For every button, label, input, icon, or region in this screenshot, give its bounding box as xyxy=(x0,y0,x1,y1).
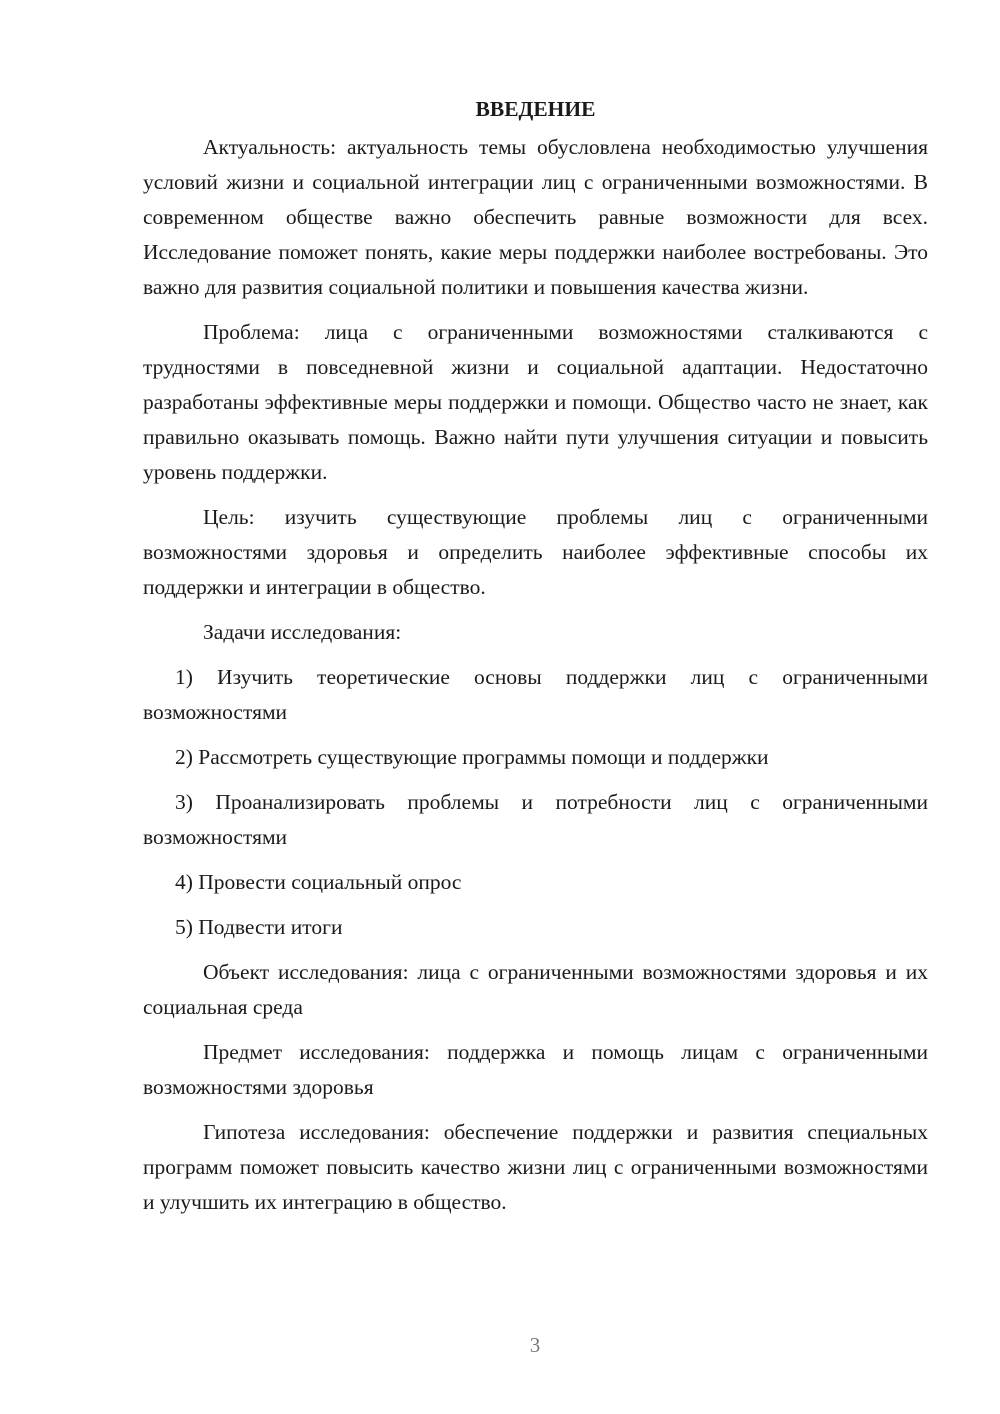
list-item: 3) Проанализировать проблемы и потребности лиц с ограниченными возможностями xyxy=(143,790,928,849)
tasks-list xyxy=(143,660,928,945)
goal-paragraph: Цель: изучить существующие проблемы лиц с ограниченными возможностями здоровья и определить наиболее эффективные способы их поддержки и интеграции в общество. xyxy=(143,505,928,599)
list-item: 5) Подвести итоги xyxy=(175,915,343,939)
tasks-heading: Задачи исследования: xyxy=(203,620,402,644)
page-number: 3 xyxy=(529,1333,541,1357)
problem-paragraph: Проблема: лица с ограниченными возможностями сталкиваются с трудностями в повседневной жизни и социальной адаптации. Недостаточно разработаны эффективные меры поддержки и помощи. Общество часто не знает, как правильно оказывать помощь. Важно найти пути улучшения ситуации и повысить уровень поддержки. xyxy=(143,320,928,484)
page-title: ВВЕДЕНИЕ xyxy=(475,97,596,121)
list-item: 1) Изучить теоретические основы поддержки лиц с ограниченными возможностями xyxy=(143,665,928,724)
list-item: 2) Рассмотреть существующие программы помощи и поддержки xyxy=(175,745,769,769)
list-item: 4) Провести социальный опрос xyxy=(175,870,462,894)
hypothesis-paragraph: Гипотеза исследования: обеспечение поддержки и развития специальных программ поможет повысить качество жизни лиц с ограниченными возможностями и улучшить их интеграцию в общество. xyxy=(143,1120,928,1214)
object-paragraph: Объект исследования: лица с ограниченными возможностями здоровья и их социальная среда xyxy=(143,960,928,1019)
subject-paragraph: Предмет исследования: поддержка и помощь лицам с ограниченными возможностями здоровья xyxy=(143,1040,928,1099)
relevance-paragraph: Актуальность: актуальность темы обусловлена необходимостью улучшения условий жизни и социальной интеграции лиц с ограниченными возможностями. В современном обществе важно обеспечить равные возможности для всех. Исследование поможет понять, какие меры поддержки наиболее востребованы. Это важно для развития социальной политики и повышения качества жизни. xyxy=(143,135,928,299)
document-page xyxy=(143,92,928,1230)
